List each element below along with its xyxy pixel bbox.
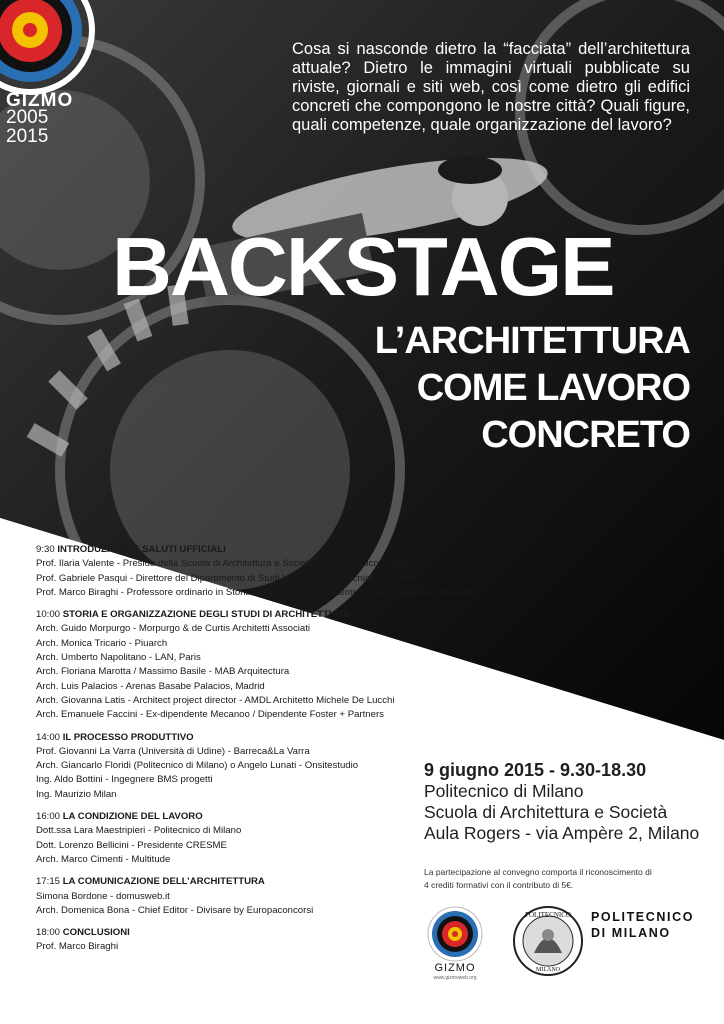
speaker-line: Ing. Aldo Bottini - Ingegnere BMS progetti: [36, 774, 213, 786]
speaker-line: Prof. Giovanni La Varra (Università di Udine) - Barreca&La Varra: [36, 745, 310, 757]
section-title: INTRODUZIONE E SALUTI UFFICIALI: [57, 544, 226, 555]
section-time: 18:00: [36, 927, 61, 939]
section-time: 9:30: [36, 544, 55, 555]
politecnico-line-2: DI MILANO: [591, 926, 671, 940]
politecnico-wordmark: [591, 909, 694, 941]
speaker-line: Prof. Marco Biraghi - Professore ordinario in Storia dell’architettura contemporanea e direttore di Gizmo: [36, 586, 475, 598]
section-title: IL PROCESSO PRODUTTIVO: [62, 731, 194, 743]
intro-text: Cosa si nasconde dietro la “facciata” dell’architettura attuale? Dietro le immagini virtuali pubblicate su riviste, giornali e siti web, così come dietro gli edifici concreti che compongono le nostre città? Quali figure, quali competenze, quale organizzazione del lavoro?: [292, 40, 690, 134]
speaker-line: Arch. Luis Palacios - Arenas Basabe Palacios, Madrid: [36, 680, 265, 692]
credits-note-line: 4 crediti formativi con il contributo di 5€.: [424, 880, 574, 890]
section-time: 16:00: [36, 811, 61, 823]
section-title: STORIA E ORGANIZZAZIONE DEGLI STUDI DI ARCHITETTURA: [62, 609, 350, 621]
brand-name: GIZMO: [6, 90, 74, 111]
speaker-line: Arch. Umberto Napolitano - LAN, Paris: [36, 652, 201, 664]
speaker-line: Arch. Emanuele Faccini - Ex-dipendente Mecanoo / Dipendente Foster + Partners: [36, 709, 384, 721]
brand-year-start: 2005: [6, 107, 49, 128]
seal-top-text: POLITECNICO: [525, 911, 571, 919]
subtitle-line-2: COME LAVORO: [416, 367, 690, 409]
gizmo-footer-url: www.gizmoweb.org: [433, 975, 477, 981]
speaker-line: Arch. Marco Cimenti - Multitude: [36, 853, 171, 865]
gizmo-footer-logo-icon: [424, 905, 488, 981]
speaker-line: Simona Bordone - domusweb.it: [36, 890, 170, 902]
program-section: [36, 543, 496, 600]
credits-note: [424, 866, 652, 892]
speaker-line: Prof. Gabriele Pasqui - Direttore del Dipartimento di Studi Urbani del Politecnico di Milano: [36, 572, 417, 584]
event-venue-line: Scuola di Architettura e Società: [424, 802, 668, 822]
program-section: [36, 608, 496, 722]
brand-year-end: 2015: [6, 126, 49, 147]
speaker-line: Arch. Monica Tricario - Piuarch: [36, 637, 168, 649]
speaker-line: Prof. Ilaria Valente - Preside della Scuola di Architettura e Società del Politecnico di Milano: [36, 558, 420, 570]
speaker-line: Arch. Floriana Marotta / Massimo Basile - MAB Arquitectura: [36, 666, 290, 678]
speaker-line: Arch. Giancarlo Floridi (Politecnico di Milano) o Angelo Lunati - Onsitestudio: [36, 760, 359, 772]
speaker-line: Arch. Guido Morpurgo - Morpurgo & de Curtis Architetti Associati: [36, 623, 311, 635]
speaker-line: Arch. Giovanna Latis - Architect project director - AMDL Architetto Michele De Lucchi: [36, 694, 395, 706]
speaker-line: Ing. Maurizio Milan: [36, 788, 117, 800]
section-title: CONCLUSIONI: [62, 927, 130, 939]
gizmo-footer-label: GIZMO: [434, 962, 476, 974]
section-time: 10:00: [36, 609, 61, 621]
section-title: LA COMUNICAZIONE DELL’ARCHITETTURA: [62, 876, 265, 888]
event-date-time: 9 giugno 2015 - 9.30-18.30: [424, 760, 647, 780]
subtitle-line-3: CONCRETO: [481, 414, 690, 456]
subtitle-line-1: L’ARCHITETTURA: [374, 320, 690, 362]
seal-bottom-text: MILANO: [536, 967, 560, 973]
event-title: BACKSTAGE: [112, 220, 614, 313]
event-info: [424, 759, 699, 844]
speaker-line: Dott.ssa Lara Maestripieri - Politecnico di Milano: [36, 825, 242, 837]
speaker-line: Prof. Marco Biraghi: [36, 941, 119, 953]
credits-note-line: La partecipazione al convegno comporta il riconoscimento di: [424, 867, 652, 877]
politecnico-line-1: POLITECNICO: [591, 910, 695, 924]
speaker-line: Dott. Lorenzo Bellicini - Presidente CRESME: [36, 839, 227, 851]
section-time: 17:15: [36, 876, 61, 888]
speaker-line: Arch. Domenica Bona - Chief Editor - Divisare by Europaconcorsi: [36, 904, 314, 916]
program-schedule: [36, 543, 496, 963]
politecnico-seal-icon: [512, 905, 584, 977]
section-time: 14:00: [36, 731, 61, 743]
event-venue-line: Politecnico di Milano: [424, 781, 584, 801]
section-title: LA CONDIZIONE DEL LAVORO: [62, 811, 203, 823]
event-venue-line: Aula Rogers - via Ampère 2, Milano: [424, 823, 700, 843]
